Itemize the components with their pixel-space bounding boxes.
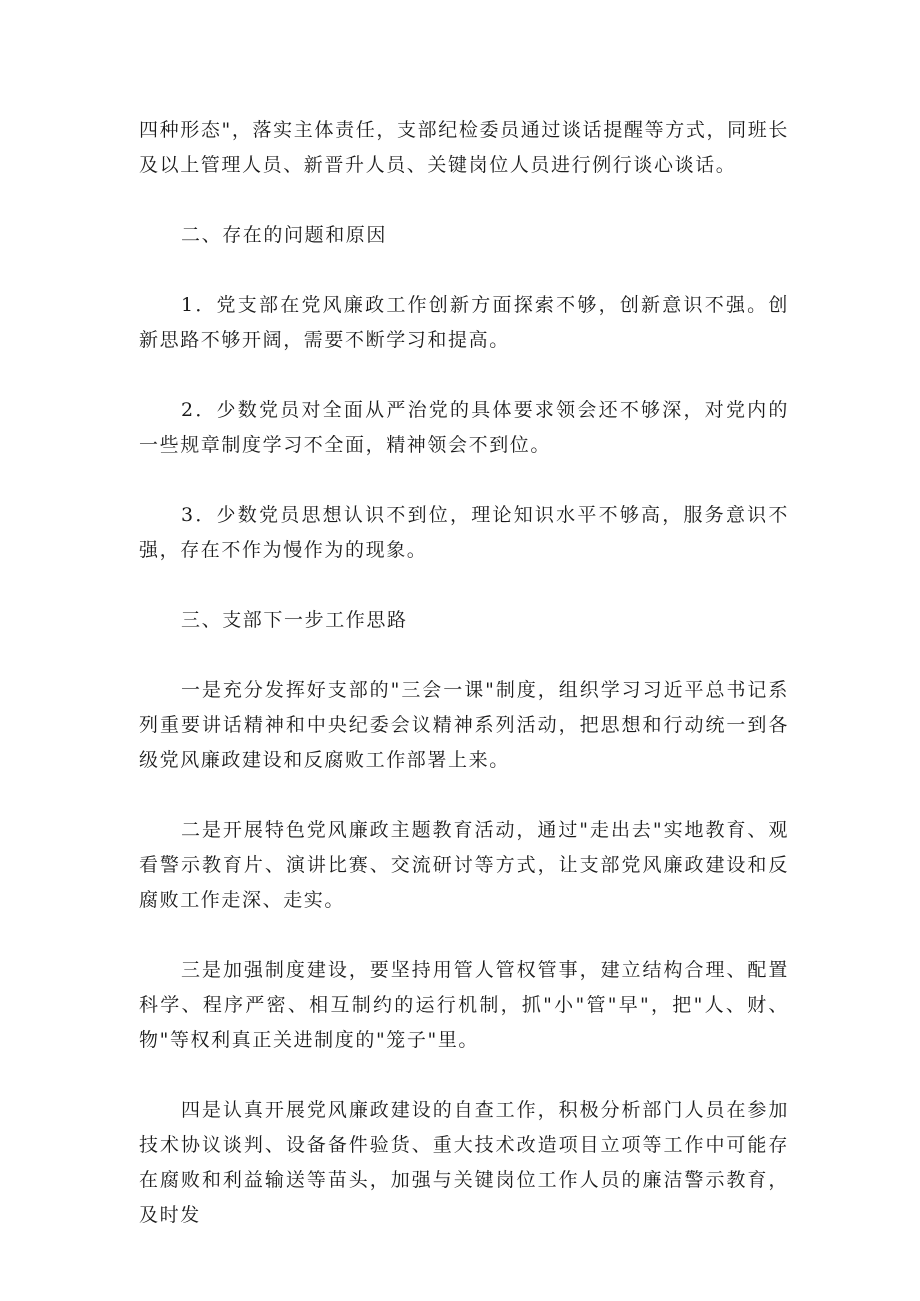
next-step-2: 二是开展特色党风廉政主题教育活动，通过"走出去"实地教育、观看警示教育片、演讲比赛、交流研讨等方式，让支部党风廉政建设和反腐败工作走深、走实。 <box>139 819 789 911</box>
paragraph-gap <box>139 463 789 498</box>
paragraph-gap <box>139 358 789 393</box>
problem-item-3: 3．少数党员思想认识不到位，理论知识水平不够高，服务意识不强，存在不作为慢作为的现象。 <box>139 504 789 561</box>
paragraph-gap <box>139 253 789 288</box>
paragraph-four-forms: 四种形态"，落实主体责任，支部纪检委员通过谈话提醒等方式，同班长及以上管理人员、新晋升人员、关键岗位人员进行例行谈心谈话。 <box>139 119 789 176</box>
paragraph-gap <box>139 183 789 218</box>
paragraph-gap <box>139 568 789 603</box>
paragraph-gap <box>139 1058 789 1093</box>
paragraph-gap <box>139 778 789 813</box>
next-step-3: 三是加强制度建设，要坚持用管人管权管事，建立结构合理、配置科学、程序严密、相互制约的运行机制，抓"小"管"早"，把"人、财、物"等权利真正关进制度的"笼子"里。 <box>139 959 789 1051</box>
next-step-1: 一是充分发挥好支部的"三会一课"制度，组织学习习近平总书记系列重要讲话精神和中央纪委会议精神系列活动，把思想和行动统一到各级党风廉政建设和反腐败工作部署上来。 <box>139 679 789 771</box>
paragraph-gap <box>139 918 789 953</box>
section-heading-problems: 二、存在的问题和原因 <box>181 224 388 246</box>
document-page <box>139 113 789 1233</box>
paragraph-gap <box>139 638 789 673</box>
problem-item-2: 2．少数党员对全面从严治党的具体要求领会还不够深，对党内的一些规章制度学习不全面，精神领会不到位。 <box>139 399 789 456</box>
next-step-4: 四是认真开展党风廉政建设的自查工作，积极分析部门人员在参加技术协议谈判、设备备件验货、重大技术改造项目立项等工作中可能存在腐败和利益输送等苗头，加强与关键岗位工作人员的廉洁警示教育，及时发 <box>139 1099 789 1226</box>
section-heading-next-steps: 三、支部下一步工作思路 <box>181 609 408 631</box>
problem-item-1: 1．党支部在党风廉政工作创新方面探索不够，创新意识不强。创新思路不够开阔，需要不断学习和提高。 <box>139 294 789 351</box>
